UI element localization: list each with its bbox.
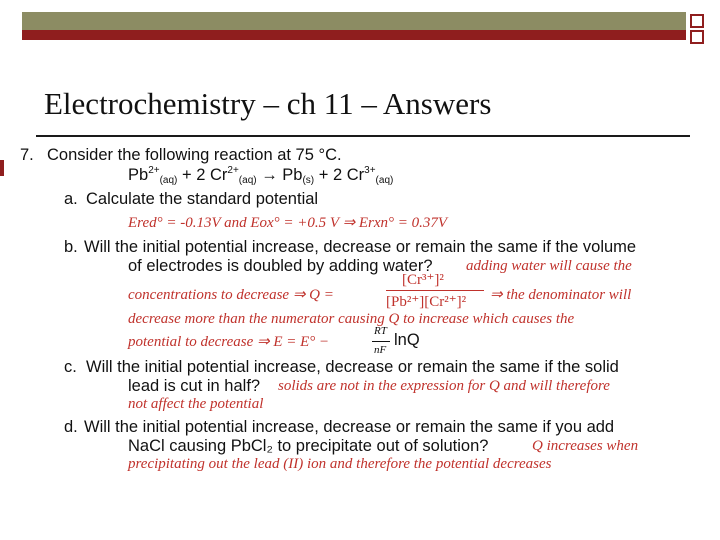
- q-expression-fraction: [386, 270, 486, 310]
- part-b-answer2b: ⇒ the denominator will: [490, 287, 632, 303]
- left-edge-mark: [0, 160, 4, 176]
- part-c-line1: Will the initial potential increase, decrease or remain the same if the solid: [86, 358, 619, 376]
- question-number: 7.: [20, 146, 34, 164]
- corner-square-icon: [690, 14, 704, 28]
- corner-square-icon: [690, 30, 704, 44]
- part-a-answer: Ered° = -0.13V and Eox° = +0.5 V ⇒ Erxn° = 0.37V: [128, 215, 448, 231]
- fraction-bar: [386, 290, 484, 291]
- slide-title: Electrochemistry – ch 11 – Answers: [44, 86, 492, 121]
- rt-numerator: RT: [374, 325, 387, 337]
- part-c-label: c.: [64, 358, 77, 376]
- part-b-answer1: adding water will cause the: [466, 258, 632, 274]
- title-bar-red: [22, 30, 686, 40]
- title-divider: [36, 135, 690, 137]
- nf-denominator: nF: [374, 344, 387, 356]
- part-a-text: Calculate the standard potential: [86, 190, 319, 208]
- part-b-answer3: decrease more than the numerator causing Q to increase which causes the: [128, 311, 575, 327]
- part-b-line1: Will the initial potential increase, decrease or remain the same if the volume: [84, 238, 637, 256]
- part-d-answer2: precipitating out the lead (II) ion and therefore the potential decreases: [128, 456, 552, 472]
- part-c-answer1: solids are not in the expression for Q and will therefore: [278, 378, 610, 394]
- part-a-label: a.: [64, 190, 78, 208]
- part-c-line2a: lead is cut in half?: [128, 377, 261, 395]
- part-d-answer1: Q increases when: [532, 438, 639, 454]
- part-d-line1: Will the initial potential increase, decrease or remain the same if you add: [84, 418, 615, 436]
- part-b-answer4a: potential to decrease ⇒ E = E° −: [128, 334, 330, 350]
- part-d-line2: NaCl causing PbCl₂ to precipitate out of solution?: [128, 437, 489, 455]
- q-numerator: [Cr³⁺]²: [402, 272, 444, 288]
- part-b-answer2a: concentrations to decrease ⇒ Q =: [128, 287, 334, 303]
- part-b-label: b.: [64, 238, 78, 256]
- q-denominator: [Pb²⁺][Cr²⁺]²: [386, 294, 467, 310]
- title-bar-olive: [22, 12, 686, 30]
- part-c-answer2: not affect the potential: [128, 396, 264, 412]
- question-prompt: Consider the following reaction at 75 °C.: [47, 146, 342, 164]
- part-b-line2: of electrodes is doubled by adding water?: [128, 257, 433, 275]
- lnq-term: lnQ: [394, 331, 420, 349]
- rt-fraction-bar: [372, 341, 390, 342]
- reaction-equation: $Pb^{2+}_{(aq)} + 2$ $Cr^{2+}_{(aq)} \to Pb_{(s)} + 2$ $Cr^{3+}_{(aq)}$: [128, 165, 394, 186]
- part-d-label: d.: [64, 418, 78, 436]
